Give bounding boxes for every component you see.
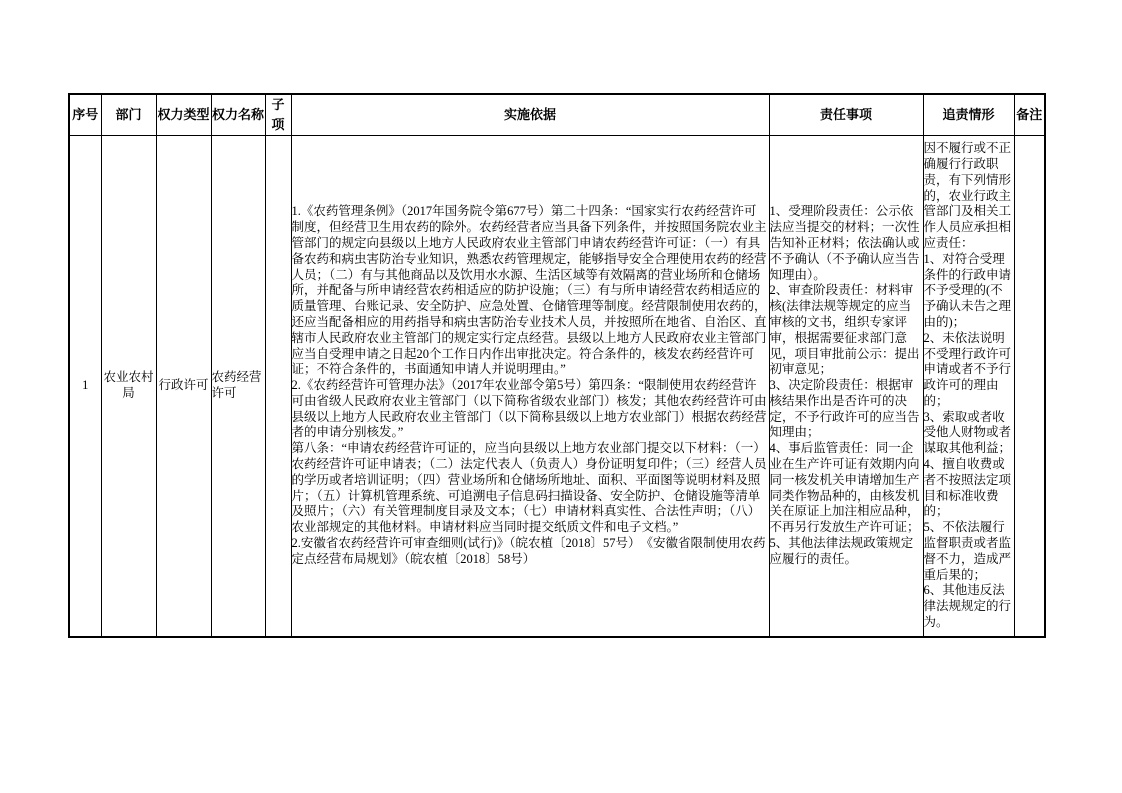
- col-header-power-name: 权力名称: [211, 94, 265, 136]
- col-header-power-type: 权力类型: [156, 94, 211, 136]
- table-row: [69, 136, 1045, 638]
- col-header-sub-item: 子项: [265, 94, 291, 136]
- cell-sub-item: [265, 136, 291, 638]
- cell-power-type: 行政许可: [156, 136, 211, 638]
- paragraph: 2、审查阶段责任：材料审核(法律法规等规定的应当审核的文书，组织专家评审，根据需要征求部门意见，项目审批前公示：提出初审意见；: [769, 283, 920, 377]
- paragraph: 2.安徽省农药经营许可审查细则(试行)》（皖农植〔2018〕57号） 《安徽省限制使用农药定点经营布局规划》（皖农植〔2018〕58号）: [291, 536, 766, 566]
- cell-power-name: 农药经营许可: [211, 136, 265, 638]
- cell-seq: 1: [69, 136, 101, 638]
- paragraph: 因不履行或不正确履行行政职责，有下列情形的，农业行政主管部门及相关工作人员应承担相应责任：: [923, 141, 1012, 250]
- col-header-implementation-basis: 实施依据: [291, 94, 769, 136]
- cell-accountability: [923, 136, 1014, 638]
- col-header-department: 部门: [101, 94, 156, 136]
- paragraph: 3、决定阶段责任：根据审核结果作出是否许可的决定，不予行政许可的应当告知理由；: [769, 378, 920, 440]
- cell-implementation-basis: [291, 136, 769, 638]
- paragraph: 4、事后监管责任：同一企业在生产许可证有效期内向同一核发机关申请增加生产同类作物品种的，由核发机关在原证上加注相应品种，不再另行发放生产许可证；: [769, 441, 920, 535]
- paragraph: 5、不依法履行监督职责或者监督不力，造成严重后果的；: [923, 520, 1012, 582]
- col-header-accountability: 追责情形: [923, 94, 1014, 136]
- paragraph: 第八条：“申请农药经营许可证的，应当向县级以上地方农业部门提交以下材料：（一）农药经营许可证申请表；（二）法定代表人（负责人）身份证明复印件；（三）经营人员的学历或者培训证明；（四）营业场所和仓储场所地址、面积、平面图等说明材料及照片；（五）计算机管理系统、可追溯电子信息码扫描设备、安全防护、仓储设施等清单及照片；（六）有关管理制度目录及文本；（七）申请材料真实性、合法性声明；（八）农业部规定的其他材料。申请材料应当同时提交纸质文件和电子文档。”: [291, 441, 767, 535]
- col-header-duty-items: 责任事项: [769, 94, 923, 136]
- paragraph: 2、未依法说明不受理行政许可申请或者不予行政许可的理由的；: [923, 330, 1012, 408]
- col-header-seq: 序号: [69, 94, 101, 136]
- paragraph: 1、受理阶段责任：公示依法应当提交的材料；一次性告知补正材料；依法确认或不予确认（不予确认应当告知理由）。: [769, 204, 920, 282]
- paragraph: 1、对符合受理条件的行政申请不予受理的(不予确认未告之理由的)；: [923, 251, 1012, 329]
- paragraph: 3、索取或者收受他人财物或者谋取其他利益；: [923, 409, 1012, 456]
- paragraph: 4、擅自收费或者不按照法定项目和标准收费的；: [923, 457, 1012, 519]
- paragraph: 2.《农药经营许可管理办法》（2017年农业部令第5号）第四条：“限制使用农药经营许可由省级人民政府农业主管部门（以下简称省级农业部门）核发；其他农药经营许可由县级以上地方人民政府农业主管部门（以下简称县级以上地方农业部门）根据农药经营者的申请分别核发。”: [291, 378, 767, 440]
- cell-remark: [1014, 136, 1045, 638]
- table-header-row: [69, 94, 1045, 136]
- cell-duty-items: [769, 136, 923, 638]
- power-list-table: [68, 93, 1046, 638]
- paragraph: 5、其他法律法规政策规定应履行的责任。: [769, 536, 914, 566]
- paragraph: 6、其他违反法律法规规定的行为。: [923, 583, 1012, 630]
- col-header-remark: 备注: [1014, 94, 1045, 136]
- paragraph: 1.《农药管理条例》（2017年国务院令第677号）第二十四条：“国家实行农药经营许可制度，但经营卫生用农药的除外。农药经营者应当具备下列条件，并按照国务院农业主管部门的规定向县级以上地方人民政府农业主管部门申请农药经营许可证：（一）有具备农药和病虫害防治专业知识，熟悉农药管理规定，能够指导安全合理使用农药的经营人员；（二）有与其他商品以及饮用水水源、生活区域等有效隔离的营业场所和仓储场所，并配备与所申请经营农药相适应的防护设施；（三）有与所申请经营农药相适应的质量管理、台账记录、安全防护、应急处置、仓储管理等制度。经营限制使用农药的，还应当配备相应的用药指导和病虫害防治专业技术人员，并按照所在地省、自治区、直辖市人民政府农业主管部门的规定实行定点经营。县级以上地方人民政府农业主管部门应当自受理申请之日起20个工作日内作出审批决定。符合条件的，核发农药经营许可证；不符合条件的，书面通知申请人并说明理由。”: [291, 204, 767, 377]
- cell-department: 农业农村局: [101, 136, 156, 638]
